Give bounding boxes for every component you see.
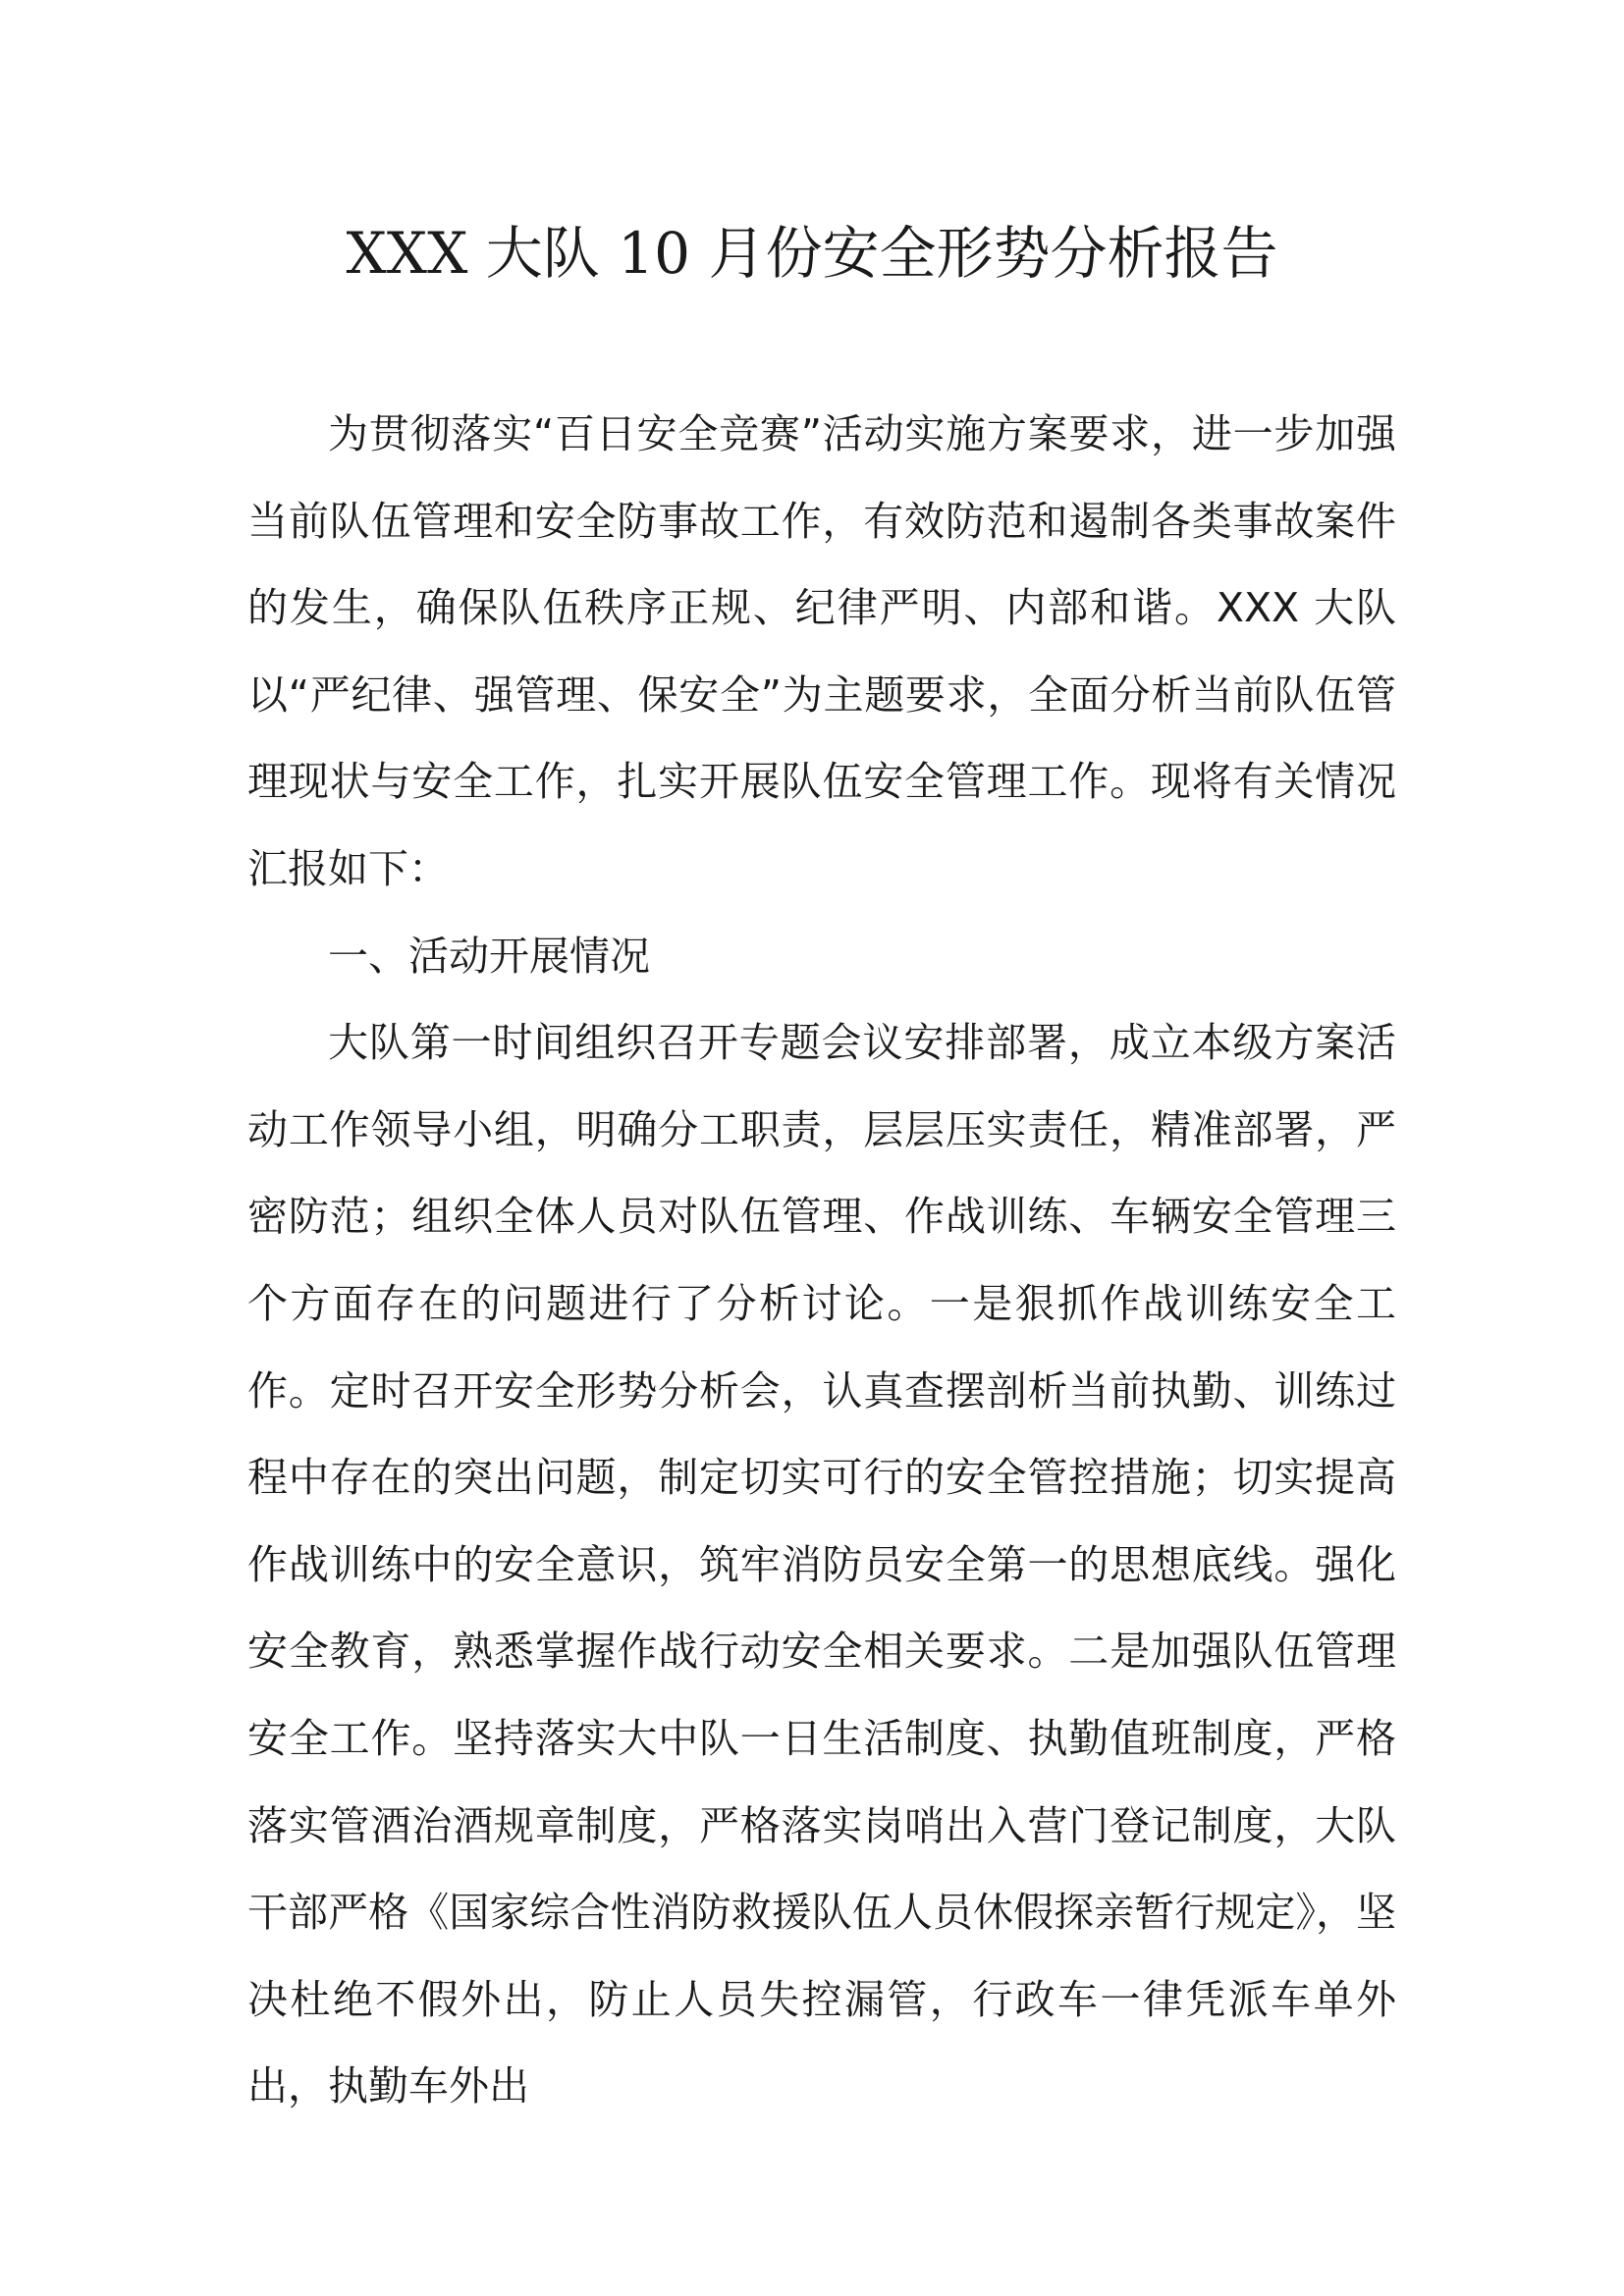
document-title: XXX 大队 10 月份安全形势分析报告: [346, 220, 1278, 287]
section-heading: 一、活动开展情况: [328, 932, 650, 980]
intro-paragraph: 为贯彻落实“百日安全竞赛”活动实施方案要求，进一步加强当前队伍管理和安全防事故工作，有效防范和遏制各类事故案件的发生，确保队伍秩序正规、纪律严明、内部和谐。XXX 大队以“严纪律、强管理、保安全”为主题要求，全面分析当前队伍管理现状与安全工作，扎实开展队伍安全管理工作。现将有关情况汇报如下：: [247, 410, 1396, 892]
section-paragraph: 大队第一时间组织召开专题会议安排部署，成立本级方案活动工作领导小组，明确分工职责，层层压实责任，精准部署，严密防范；组织全体人员对队伍管理、作战训练、车辆安全管理三个方面存在的问题进行了分析讨论。一是狠抓作战训练安全工作。定时召开安全形势分析会，认真查摆剖析当前执勤、训练过程中存在的突出问题，制定切实可行的安全管控措施；切实提高作战训练中的安全意识，筑牢消防员安全第一的思想底线。强化安全教育，熟悉掌握作战行动安全相关要求。二是加强队伍管理安全工作。坚持落实大中队一日生活制度、执勤值班制度，严格落实管酒治酒规章制度，严格落实岗哨出入营门登记制度，大队干部严格《国家综合性消防救援队伍人员休假探亲暂行规定》，坚决杜绝不假外出，防止人员失控漏管，行政车一律凭派车单外出，执勤车外出: [247, 1019, 1396, 2110]
document-body: [247, 391, 1396, 2130]
